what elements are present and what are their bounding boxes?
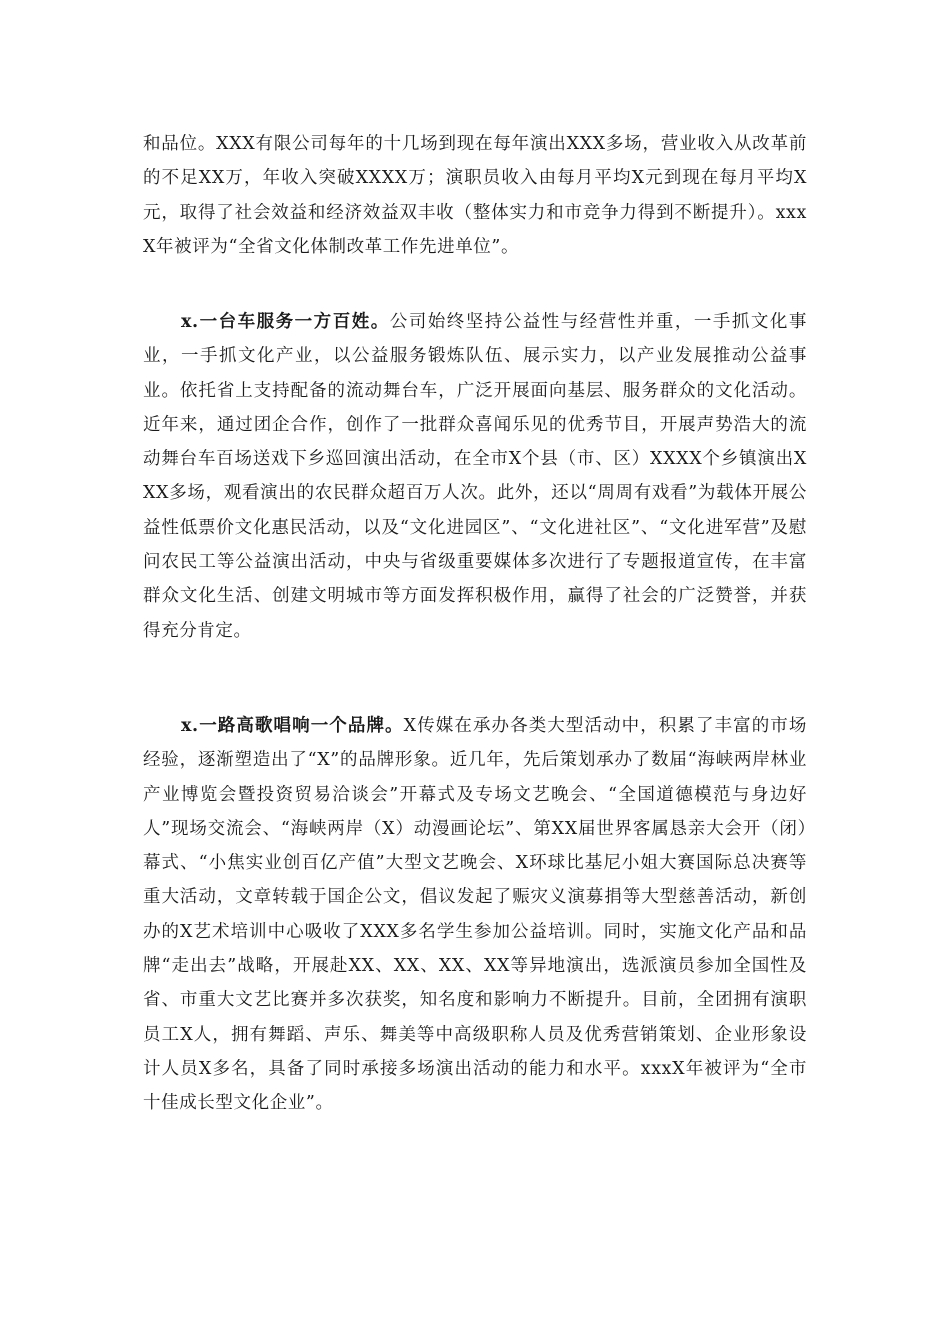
paragraph-body: 和品位。XXX有限公司每年的十几场到现在每年演出XXX多场，营业收入从改革前的不足XX万，年收入突破XXXX万；演职员收入由每月平均X元到现在每月平均X元，取得了社会效益和经济效益双丰收（整体实力和市竞争力得到不断提升）。xxxX年被评为“全省文化体制改革工作先进单位”。 bbox=[143, 134, 807, 257]
paragraph-body: 公司始终坚持公益性与经营性并重，一手抓文化事业，一手抓文化产业，以公益服务锻炼队伍、展示实力，以产业发展推动公益事业。依托省上支持配备的流动舞台车，广泛开展面向基层、服务群众的文化活动。近年来，通过团企合作，创作了一批群众喜闻乐见的优秀节目，开展声势浩大的流动舞台车百场送戏下乡巡回演出活动，在全市X个县（市、区）XXXX个乡镇演出XXX多场，观看演出的农民群众超百万人次。此外，还以“周周有戏看”为载体开展公益性低票价文化惠民活动，以及“文化进园区”、“文化进社区”、“文化进军营”及慰问农民工等公益演出活动，中央与省级重要媒体多次进行了专题报道宣传，在丰富群众文化生活、创建文明城市等方面发挥积极作用，赢得了社会的广泛赞誉，并获得充分肯定。 bbox=[143, 312, 807, 641]
paragraph-heading: x.一台车服务一方百姓。 bbox=[181, 312, 390, 332]
paragraph-mobile-stage bbox=[143, 305, 807, 648]
paragraph-continuation bbox=[143, 127, 807, 264]
paragraph-heading: x.一路高歌唱响一个品牌。 bbox=[181, 716, 404, 736]
paragraph-brand bbox=[143, 709, 807, 1121]
paragraph-body: X传媒在承办各类大型活动中，积累了丰富的市场经验，逐渐塑造出了“X”的品牌形象。近几年，先后策划承办了数届“海峡两岸林业产业博览会暨投资贸易洽谈会”开幕式及专场文艺晚会、“全国道德模范与身边好人”现场交流会、“海峡两岸（X）动漫画论坛”、第XX届世界客属恳亲大会开（闭）幕式、“小焦实业创百亿产值”大型文艺晚会、X环球比基尼小姐大赛国际总决赛等重大活动，文章转载于国企公文，倡议发起了赈灾义演募捐等大型慈善活动，新创办的X艺术培训中心吸收了XXX多名学生参加公益培训。同时，实施文化产品和品牌“走出去”战略，开展赴XX、XX、XX、XX等异地演出，选派演员参加全国性及省、市重大文艺比赛并多次获奖，知名度和影响力不断提升。目前，全团拥有演职员工X人，拥有舞蹈、声乐、舞美等中高级职称人员及优秀营销策划、企业形象设计人员X多名，具备了同时承接多场演出活动的能力和水平。xxxX年被评为“全市十佳成长型文化企业”。 bbox=[143, 716, 807, 1114]
